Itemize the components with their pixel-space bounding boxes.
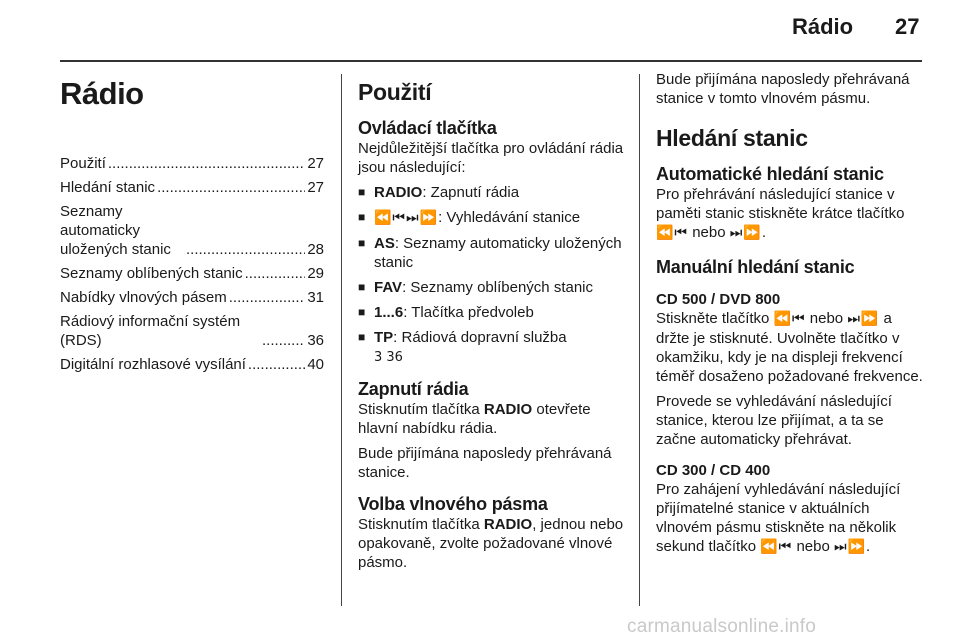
key-label: RADIO xyxy=(483,516,533,533)
cross-reference-link[interactable]: 3 36 xyxy=(374,350,403,365)
page-number: 27 xyxy=(895,14,920,39)
list-item xyxy=(358,183,624,202)
item-text: : Vyhledávání stanice xyxy=(438,209,581,226)
key-label: TP xyxy=(374,329,394,346)
subsection-power: Zapnutí rádia xyxy=(358,379,469,399)
toc-leader xyxy=(245,264,306,283)
seek-forward-icons: ⏭⏩ xyxy=(729,225,762,241)
toc-entry-label: Seznamy automaticky uložených stanic xyxy=(60,203,171,258)
list-item xyxy=(358,303,624,322)
manual-paragraph-3 xyxy=(656,480,924,557)
controls-list xyxy=(358,183,624,367)
text-run: otevřete hlavní nabídku rádia. xyxy=(358,401,591,437)
toc-entry-label: Rádiový informační systém (RDS) xyxy=(60,313,241,349)
item-text: : Seznamy oblíbených stanic xyxy=(402,279,593,296)
toc-leader xyxy=(262,331,305,350)
toc-entry[interactable] xyxy=(60,288,324,307)
toc-entry-page: 40 xyxy=(307,356,324,373)
model-label: CD 300 / CD 400 xyxy=(656,462,771,479)
controls-intro: Nejdůležitější tlačítka pro ovládání rádia jsou následující: xyxy=(358,140,624,176)
text-run: Pro zahájení vyhledávání následující přijímatelné stanice v aktuálních vlnovém pásmu stiskněte na několik sekund tlačítko xyxy=(656,481,901,555)
toc-entry-page: 27 xyxy=(307,155,324,172)
manual-paragraph-2: Provede se vyhledávání následující stanice, kterou lze přijímat, a ta se začne automaticky přehrávat. xyxy=(656,393,892,448)
text-run: Stiskněte tlačítko xyxy=(656,310,774,327)
column-divider xyxy=(341,74,342,606)
text-run: . xyxy=(866,538,871,555)
list-item xyxy=(358,234,624,272)
list-item xyxy=(358,208,624,228)
toc-leader xyxy=(229,288,306,307)
toc-entry-label: Seznamy oblíbených stanic xyxy=(60,265,243,282)
power-section xyxy=(358,379,624,482)
text-run: . xyxy=(761,224,766,241)
toc-entry[interactable] xyxy=(60,154,324,173)
toc-entry[interactable] xyxy=(60,264,324,283)
section-heading-usage: Použití xyxy=(358,79,432,105)
seek-back-icons: ⏪⏮ xyxy=(760,539,793,555)
key-label: AS xyxy=(374,235,395,252)
chapter-title: Rádio xyxy=(60,76,144,111)
subsection-controls: Ovládací tlačítka xyxy=(358,118,497,138)
manual-paragraph-1 xyxy=(656,309,924,386)
seek-icons: ⏪⏮⏭⏩ xyxy=(374,210,439,226)
text-run: Pro přehrávání následující stanice v paměti stanic stiskněte krátce tlačítko xyxy=(656,186,905,222)
text-run: nebo xyxy=(792,538,834,555)
band-paragraph xyxy=(358,515,624,572)
text-run: , jednou nebo opakovaně, zvolte požadované vlnové pásmo. xyxy=(358,516,624,571)
seek-back-icons: ⏪⏮ xyxy=(656,225,689,241)
toc-leader xyxy=(248,355,305,374)
toc-entry-page: 29 xyxy=(307,265,324,282)
seek-back-icons: ⏪⏮ xyxy=(773,311,806,327)
section-heading-search: Hledání stanic xyxy=(656,125,808,151)
toc-column xyxy=(60,70,324,379)
toc-leader xyxy=(186,240,305,259)
item-text: : Zapnutí rádia xyxy=(422,184,520,201)
list-item xyxy=(358,278,624,297)
text-run: nebo xyxy=(805,310,848,327)
model-label: CD 500 / DVD 800 xyxy=(656,291,781,308)
toc-entry-label: Hledání stanic xyxy=(60,179,156,196)
power-paragraph-2: Bude přijímána naposledy přehrávaná stanice. xyxy=(358,445,612,481)
list-item xyxy=(358,328,624,367)
text-run: a držte je stisknuté. Uvolněte tlačítko v okamžiku, kdy je na displeji frekvencí téměř dosaženo požadované frekvence. xyxy=(656,310,923,385)
subsection-band: Volba vlnového pásma xyxy=(358,494,548,514)
text-run: Stisknutím tlačítka xyxy=(358,401,484,418)
search-column xyxy=(656,70,924,563)
toc-entry[interactable] xyxy=(60,355,324,374)
header-rule xyxy=(60,60,922,62)
toc-leader xyxy=(108,154,305,173)
key-label: RADIO xyxy=(483,401,533,418)
text-run: nebo xyxy=(688,224,730,241)
table-of-contents xyxy=(60,154,324,374)
toc-entry-label: Digitální rozhlasové vysílání xyxy=(60,356,246,373)
header-title: Rádio xyxy=(792,14,854,39)
toc-entry[interactable] xyxy=(60,178,324,197)
subsection-manual-search: Manuální hledání stanic xyxy=(656,257,855,277)
toc-entry-page: 36 xyxy=(307,332,324,349)
toc-entry[interactable] xyxy=(60,312,324,350)
continued-paragraph: Bude přijímána naposledy přehrávaná stanice v tomto vlnovém pásmu. xyxy=(656,71,910,107)
column-divider xyxy=(639,74,640,606)
key-label: FAV xyxy=(374,279,403,296)
power-paragraph xyxy=(358,400,624,438)
item-text: : Tlačítka předvoleb xyxy=(403,304,534,321)
toc-entry[interactable] xyxy=(60,202,324,259)
band-section xyxy=(358,494,624,572)
toc-entry-page: 28 xyxy=(307,241,324,258)
item-text: : Rádiová dopravní služba xyxy=(393,329,567,346)
usage-column xyxy=(358,70,624,578)
key-label: 1...6 xyxy=(374,304,404,321)
toc-entry-label: Nabídky vlnových pásem xyxy=(60,289,227,306)
toc-leader xyxy=(157,178,305,197)
seek-forward-icons: ⏭⏩ xyxy=(834,539,867,555)
seek-forward-icons: ⏭⏩ xyxy=(847,311,880,327)
subsection-auto-search: Automatické hledání stanic xyxy=(656,164,884,184)
toc-entry-page: 27 xyxy=(307,179,324,196)
item-text: : Seznamy automaticky uložených stanic xyxy=(374,235,622,271)
key-label: RADIO xyxy=(374,184,423,201)
auto-search-paragraph xyxy=(656,185,924,243)
toc-entry-label: Použití xyxy=(60,155,106,172)
text-run: Stisknutím tlačítka xyxy=(358,516,484,533)
watermark: carmanualsonline.info xyxy=(627,616,817,637)
toc-entry-page: 31 xyxy=(307,289,324,306)
